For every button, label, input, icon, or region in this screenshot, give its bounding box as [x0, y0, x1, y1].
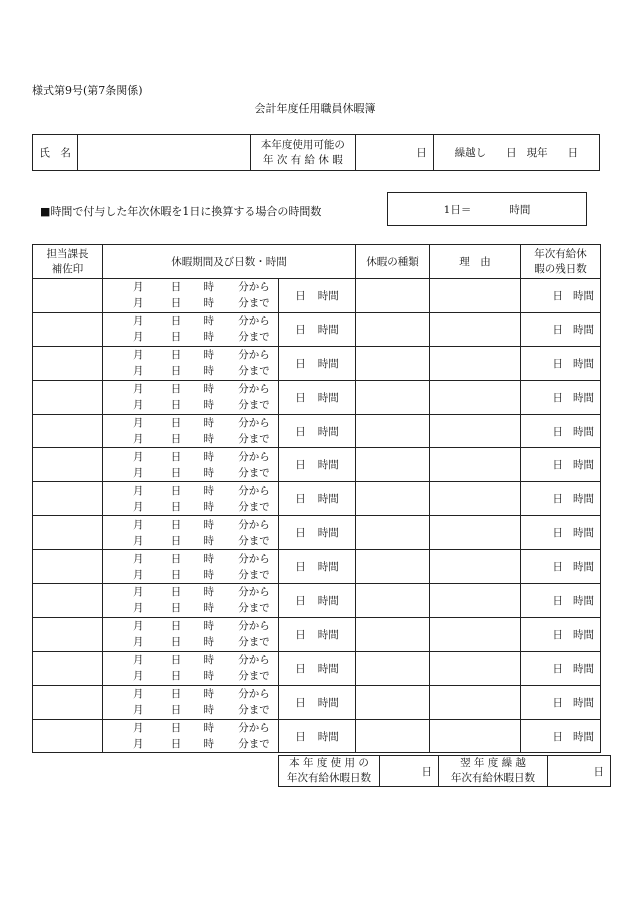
leave-type-cell[interactable]: [356, 719, 430, 753]
available-leave-days[interactable]: 日: [356, 135, 434, 171]
period-cell[interactable]: 月 日 時 分から 月 日 時 分まで: [103, 584, 279, 618]
approver-seal-cell[interactable]: [33, 651, 103, 685]
type-header: 休暇の種類: [356, 245, 430, 279]
remaining-cell[interactable]: 日 時間: [521, 516, 601, 550]
period-cell[interactable]: 月 日 時 分から 月 日 時 分まで: [103, 380, 279, 414]
period-cell[interactable]: 月 日 時 分から 月 日 時 分まで: [103, 516, 279, 550]
reason-cell[interactable]: [430, 312, 521, 346]
approver-seal-cell[interactable]: [33, 448, 103, 482]
reason-cell[interactable]: [430, 279, 521, 313]
reason-cell[interactable]: [430, 550, 521, 584]
duration-cell[interactable]: 日 時間: [279, 685, 356, 719]
table-row: [33, 550, 601, 584]
reason-cell[interactable]: [430, 482, 521, 516]
remaining-cell[interactable]: 日 時間: [521, 346, 601, 380]
table-row: [33, 312, 601, 346]
leave-type-cell[interactable]: [356, 346, 430, 380]
period-cell[interactable]: 月 日 時 分から 月 日 時 分まで: [103, 346, 279, 380]
approver-seal-cell[interactable]: [33, 482, 103, 516]
duration-cell[interactable]: 日 時間: [279, 516, 356, 550]
duration-cell[interactable]: 日 時間: [279, 651, 356, 685]
reason-cell[interactable]: [430, 584, 521, 618]
remaining-cell[interactable]: 日 時間: [521, 617, 601, 651]
duration-cell[interactable]: 日 時間: [279, 617, 356, 651]
leave-type-cell[interactable]: [356, 651, 430, 685]
reason-cell[interactable]: [430, 516, 521, 550]
leave-type-cell[interactable]: [356, 516, 430, 550]
reason-cell[interactable]: [430, 719, 521, 753]
remaining-cell[interactable]: 日 時間: [521, 448, 601, 482]
period-cell[interactable]: 月 日 時 分から 月 日 時 分まで: [103, 651, 279, 685]
duration-cell[interactable]: 日 時間: [279, 482, 356, 516]
approver-seal-cell[interactable]: [33, 617, 103, 651]
name-field[interactable]: [78, 135, 250, 171]
table-row: [33, 584, 601, 618]
duration-cell[interactable]: 日 時間: [279, 719, 356, 753]
remaining-cell[interactable]: 日 時間: [521, 584, 601, 618]
approver-seal-cell[interactable]: [33, 279, 103, 313]
approver-seal-cell[interactable]: [33, 380, 103, 414]
next-year-carry-value[interactable]: 日: [548, 756, 611, 787]
form-title: 会計年度任用職員休暇簿: [254, 102, 376, 115]
duration-cell[interactable]: 日 時間: [279, 312, 356, 346]
next-year-carry-label: 翌 年 度 繰 越 年次有給休暇日数: [439, 756, 548, 787]
table-row: [33, 414, 601, 448]
carryover-label: 繰越し: [454, 147, 487, 159]
remaining-cell[interactable]: 日 時間: [521, 685, 601, 719]
approver-seal-cell[interactable]: [33, 312, 103, 346]
totals-table: [278, 755, 611, 787]
remaining-cell[interactable]: 日 時間: [521, 651, 601, 685]
available-leave-label: 本年度使用可能の 年 次 有 給 休 暇: [250, 135, 356, 171]
duration-cell[interactable]: 日 時間: [279, 380, 356, 414]
period-cell[interactable]: 月 日 時 分から 月 日 時 分まで: [103, 719, 279, 753]
used-days-value[interactable]: 日: [380, 756, 439, 787]
reason-cell[interactable]: [430, 380, 521, 414]
leave-type-cell[interactable]: [356, 584, 430, 618]
reason-cell[interactable]: [430, 448, 521, 482]
table-row: [33, 516, 601, 550]
reason-cell[interactable]: [430, 617, 521, 651]
duration-cell[interactable]: 日 時間: [279, 279, 356, 313]
duration-cell[interactable]: 日 時間: [279, 448, 356, 482]
reason-cell[interactable]: [430, 346, 521, 380]
reason-cell[interactable]: [430, 685, 521, 719]
leave-type-cell[interactable]: [356, 448, 430, 482]
table-row: [33, 482, 601, 516]
current-year-label: 現年: [526, 147, 548, 159]
leave-type-cell[interactable]: [356, 312, 430, 346]
leave-type-cell[interactable]: [356, 482, 430, 516]
remaining-cell[interactable]: 日 時間: [521, 312, 601, 346]
period-cell[interactable]: 月 日 時 分から 月 日 時 分まで: [103, 279, 279, 313]
remaining-header: 年次有給休 暇の残日数: [521, 245, 601, 279]
duration-cell[interactable]: 日 時間: [279, 346, 356, 380]
reason-cell[interactable]: [430, 414, 521, 448]
approver-seal-cell[interactable]: [33, 550, 103, 584]
approver-seal-cell[interactable]: [33, 516, 103, 550]
approver-header: 担当課長 補佐印: [33, 245, 103, 279]
leave-type-cell[interactable]: [356, 279, 430, 313]
approver-seal-cell[interactable]: [33, 584, 103, 618]
duration-cell[interactable]: 日 時間: [279, 414, 356, 448]
table-row: [33, 279, 601, 313]
table-row: [33, 346, 601, 380]
reason-header: 理 由: [430, 245, 521, 279]
used-days-label: 本 年 度 使 用 の 年次有給休暇日数: [279, 756, 380, 787]
remaining-cell[interactable]: 日 時間: [521, 719, 601, 753]
leave-type-cell[interactable]: [356, 617, 430, 651]
remaining-cell[interactable]: 日 時間: [521, 380, 601, 414]
conversion-unit: 時間: [509, 203, 531, 216]
remaining-cell[interactable]: 日 時間: [521, 279, 601, 313]
leave-type-cell[interactable]: [356, 550, 430, 584]
period-cell[interactable]: 月 日 時 分から 月 日 時 分まで: [103, 482, 279, 516]
conversion-box[interactable]: [387, 192, 587, 226]
table-row: [33, 719, 601, 753]
table-row: [33, 651, 601, 685]
remaining-cell[interactable]: 日 時間: [521, 482, 601, 516]
info-table: [32, 134, 600, 171]
name-label: 氏 名: [33, 135, 78, 171]
carryover-unit: 日: [506, 147, 517, 159]
current-year-unit: 日: [567, 147, 579, 159]
leave-type-cell[interactable]: [356, 414, 430, 448]
period-cell[interactable]: 月 日 時 分から 月 日 時 分まで: [103, 617, 279, 651]
carryover-cell[interactable]: [433, 135, 599, 171]
period-cell[interactable]: 月 日 時 分から 月 日 時 分まで: [103, 448, 279, 482]
reason-cell[interactable]: [430, 651, 521, 685]
approver-seal-cell[interactable]: [33, 719, 103, 753]
leave-table: [32, 244, 601, 753]
period-cell[interactable]: 月 日 時 分から 月 日 時 分まで: [103, 312, 279, 346]
conversion-label: ■時間で付与した年次休暇を1日に換算する場合の時間数: [40, 205, 322, 218]
remaining-cell[interactable]: 日 時間: [521, 414, 601, 448]
table-row: [33, 448, 601, 482]
period-cell[interactable]: 月 日 時 分から 月 日 時 分まで: [103, 414, 279, 448]
approver-seal-cell[interactable]: [33, 414, 103, 448]
table-row: [33, 685, 601, 719]
conversion-prefix: 1日＝: [443, 203, 472, 216]
table-row: [33, 380, 601, 414]
duration-cell[interactable]: 日 時間: [279, 584, 356, 618]
approver-seal-cell[interactable]: [33, 346, 103, 380]
period-cell[interactable]: 月 日 時 分から 月 日 時 分まで: [103, 550, 279, 584]
remaining-cell[interactable]: 日 時間: [521, 550, 601, 584]
period-header: 休暇期間及び日数・時間: [103, 245, 356, 279]
leave-rows: [33, 279, 601, 753]
table-row: [33, 617, 601, 651]
approver-seal-cell[interactable]: [33, 685, 103, 719]
leave-type-cell[interactable]: [356, 685, 430, 719]
leave-type-cell[interactable]: [356, 380, 430, 414]
form-number: 様式第9号(第7条関係): [32, 84, 143, 97]
period-cell[interactable]: 月 日 時 分から 月 日 時 分まで: [103, 685, 279, 719]
duration-cell[interactable]: 日 時間: [279, 550, 356, 584]
